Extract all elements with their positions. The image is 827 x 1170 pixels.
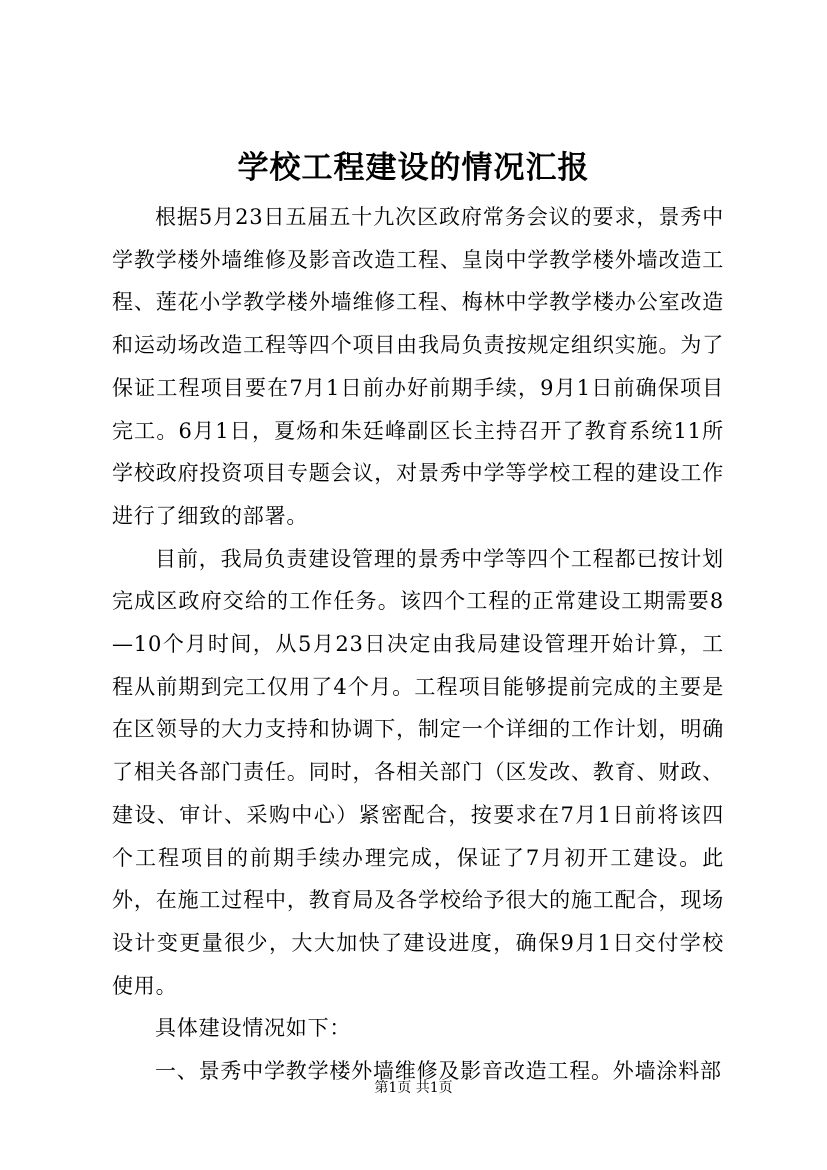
- paragraph: 一、景秀中学教学楼外墙维修及影音改造工程。外墙涂料部: [155, 1059, 722, 1084]
- document-title: 学校工程建设的情况汇报: [237, 150, 590, 186]
- document-body: [112, 196, 724, 1093]
- paragraph: 根据5月23日五届五十九次区政府常务会议的要求，景秀中学教学楼外墙维修及影音改造工程、皇岗中学教学楼外墙改造工程、莲花小学教学楼外墙维修工程、梅林中学教学楼办公室改造和运动场改造工程等四个项目由我局负责按规定组织实施。为了保证工程项目要在7月1日前办好前期手续，9月1日前确保项目完工。6月1日，夏炀和朱廷峰副区长主持召开了教育系统11所学校政府投资项目专题会议，对景秀中学等学校工程的建设工作进行了细致的部署。: [112, 205, 724, 528]
- paragraph: 具体建设情况如下：: [155, 1016, 352, 1041]
- page-footer: 第1页 共1页: [374, 1080, 453, 1096]
- paragraph: 目前，我局负责建设管理的景秀中学等四个工程都已按计划完成区政府交给的工作任务。该四个工程的正常建设工期需要8—10个月时间，从5月23日决定由我局建设管理开始计算，工程从前期到完工仅用了4个月。工程项目能够提前完成的主要是在区领导的大力支持和协调下，制定一个详细的工作计划，明确了相关各部门责任。同时，各相关部门（区发改、教育、财政、建设、审计、采购中心）紧密配合，按要求在7月1日前将该四个工程项目的前期手续办理完成，保证了7月初开工建设。此外，在施工过程中，教育局及各学校给予很大的施工配合，现场设计变更量很少，大大加快了建设进度，确保9月1日交付学校使用。: [112, 546, 724, 998]
